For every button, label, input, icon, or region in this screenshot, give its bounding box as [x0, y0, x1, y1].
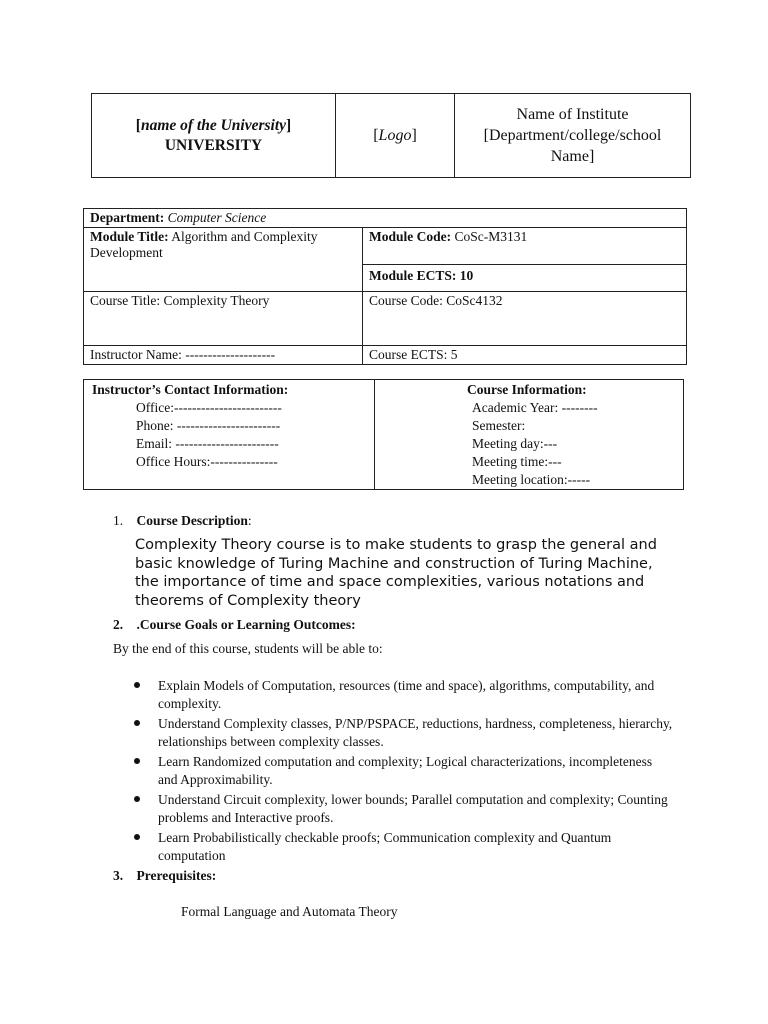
module-ects-cell: [363, 265, 687, 292]
module-code-value: CoSc-M3131: [454, 229, 528, 244]
course-info-cell: [375, 380, 684, 490]
department-line-1: [Department/college/school: [483, 127, 662, 144]
university-word: UNIVERSITY: [164, 136, 263, 154]
bullet-icon: [134, 796, 140, 802]
meeting-day-line: Meeting day:---: [472, 436, 558, 451]
goals-list: [114, 677, 674, 867]
list-item: [114, 753, 674, 789]
institute-line: Name of Institute: [516, 106, 629, 123]
header-table: [91, 93, 691, 178]
contact-table: [83, 379, 684, 490]
instructor-contact-cell: [84, 380, 375, 490]
module-title-value-1: Algorithm and Complexity: [171, 229, 318, 244]
list-item: [114, 791, 674, 827]
email-line: Email: -----------------------: [136, 436, 279, 451]
section-2-title: .Course Goals or Learning Outcomes:: [136, 617, 356, 632]
section-1-heading: [113, 513, 252, 529]
bullet-icon: [134, 758, 140, 764]
phone-line: Phone: -----------------------: [136, 418, 281, 433]
semester-line: Semester:: [472, 418, 526, 433]
academic-year-line: Academic Year: --------: [472, 400, 598, 415]
list-item: [114, 715, 674, 751]
goals-intro: By the end of this course, students will be able to:: [113, 641, 383, 656]
module-title-label: Module Title:: [90, 229, 169, 244]
module-title-cell: [84, 228, 363, 292]
institute-cell: [455, 94, 691, 178]
list-item: [114, 677, 674, 713]
department-line-2: Name]: [550, 148, 595, 165]
module-code-label: Module Code:: [369, 229, 452, 244]
section-1-colon: :: [247, 513, 252, 528]
prerequisite-text: Formal Language and Automata Theory: [181, 904, 398, 919]
course-ects-cell: Course ECTS: 5: [363, 346, 687, 365]
contact-heading: Instructor’s Contact Information:: [92, 382, 289, 397]
department-row: [84, 209, 687, 228]
office-hours-line: Office Hours:---------------: [136, 454, 278, 469]
goal-text: Explain Models of Computation, resources (time and space), algorithms, computability, and complexity.: [158, 678, 655, 711]
module-code-cell: [363, 228, 687, 265]
department-label: Department:: [90, 210, 165, 225]
section-2-heading: [113, 617, 356, 633]
section-1-title: Course Description: [136, 513, 248, 528]
department-value: Computer Science: [167, 210, 267, 225]
bullet-icon: [134, 834, 140, 840]
meeting-location-line: Meeting location:-----: [472, 472, 591, 487]
bullet-icon: [134, 682, 140, 688]
instructor-name-cell: Instructor Name: --------------------: [84, 346, 363, 365]
course-info-heading: Course Information:: [467, 382, 587, 397]
course-title-cell: Course Title: Complexity Theory: [84, 292, 363, 346]
module-title-value-2: Development: [90, 245, 163, 260]
section-1-number: 1.: [113, 513, 124, 528]
logo-cell: [Logo]: [336, 94, 455, 178]
university-name-placeholder: name of the University: [140, 116, 287, 134]
section-3-heading: [113, 868, 216, 884]
goal-text: Understand Circuit complexity, lower bounds; Parallel computation and complexity; Counting problems and Interactive proofs.: [158, 792, 668, 825]
logo-placeholder: Logo: [378, 126, 412, 144]
module-ects-label: Module ECTS:: [369, 268, 457, 283]
goal-text: Learn Randomized computation and complexity; Logical characterizations, incompleteness and Approximability.: [158, 754, 653, 787]
course-code-cell: Course Code: CoSc4132: [363, 292, 687, 346]
office-line: Office:------------------------: [136, 400, 282, 415]
module-table: [83, 208, 687, 365]
section-3-number: 3.: [113, 868, 124, 883]
list-item: [114, 829, 674, 865]
goal-text: Understand Complexity classes, P/NP/PSPACE, reductions, hardness, completeness, hierarchy, relationships between complexity classes.: [158, 716, 673, 749]
section-2-number: 2.: [113, 617, 124, 632]
university-cell: [name of the University] UNIVERSITY: [92, 94, 336, 178]
module-ects-value: 10: [459, 268, 474, 283]
section-3-title: Prerequisites:: [136, 868, 217, 883]
goal-text: Learn Probabilistically checkable proofs; Communication complexity and Quantum computation: [158, 830, 612, 863]
meeting-time-line: Meeting time:---: [472, 454, 562, 469]
bullet-icon: [134, 720, 140, 726]
course-description: Complexity Theory course is to make students to grasp the general and basic knowledge of Turing Machine and construction of Turing Machine, the importance of time and space complexities, various notations and theorems of Complexity theory: [135, 537, 657, 609]
